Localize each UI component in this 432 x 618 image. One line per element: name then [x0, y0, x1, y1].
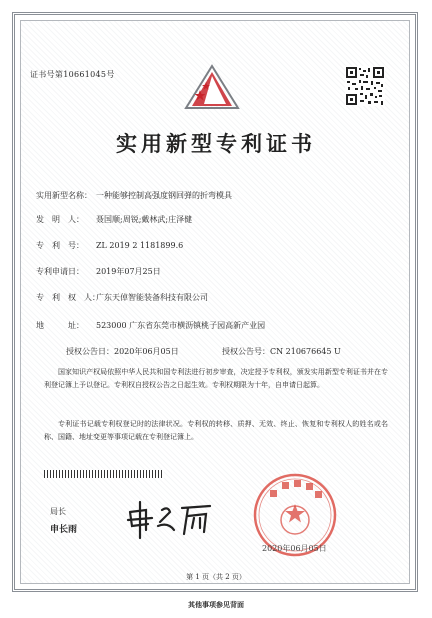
field-label: 专 利 号：: [36, 241, 84, 250]
field-utility-model-name: [36, 190, 232, 201]
field-value: 聂国顺;周锐;戴林武;庄泽健: [96, 215, 193, 224]
page-number: 第 1 页（共 2 页）: [186, 573, 246, 581]
field-label: 发 明 人：: [36, 215, 84, 224]
field-label: 专 利 权 人：: [36, 293, 100, 302]
field-label: 地 址：: [36, 321, 84, 330]
footer-note: 其他事项参见背面: [188, 600, 244, 609]
field-value: 2019年07月25日: [96, 267, 161, 276]
field-value: 523000 广东省东莞市横沥镇桃子园高新产业园: [96, 321, 266, 330]
body-paragraph-2: 专利证书记载专利权登记时的法律状况。专利权的转移、质押、无效、终止、恢复和专利权人的姓名或名称、国籍、地址变更等事项记载在专利登记簿上。: [44, 420, 388, 441]
certificate-title: 实用新型专利证书: [116, 131, 316, 156]
field-application-date: [36, 266, 161, 277]
certificate-number: 证书号第10661045号: [30, 70, 115, 79]
official-title: 局长: [50, 507, 66, 516]
qr-code-icon[interactable]: [345, 66, 385, 106]
grant-announcement-number: 授权公告号：CN 210676645 U: [222, 347, 341, 356]
field-label: 实用新型名称：: [36, 191, 92, 200]
field-inventors: [36, 214, 192, 225]
field-patent-number: [36, 240, 183, 251]
field-address: [36, 320, 265, 331]
field-value: ZL 2019 2 1181899.6: [96, 241, 184, 250]
field-label: 专利申请日：: [36, 267, 84, 276]
cnipa-logo-icon: [182, 62, 242, 112]
field-value: 广东天倬智能装备科技有限公司: [96, 293, 208, 302]
barcode-strip: [44, 470, 164, 478]
field-patentee: [36, 292, 208, 303]
body-paragraph-1: 国家知识产权局依照中华人民共和国专利法进行初步审查，决定授予专利权，颁发实用新型专利证书并在专利登记簿上予以登记。专利权自授权公告之日起生效。专利权期限为十年，自申请日起算。: [44, 368, 388, 389]
grant-date: 授权公告日：2020年06月05日: [66, 347, 179, 356]
field-value: 一种能够控制高强度钢回弹的折弯模具: [96, 191, 232, 200]
director-signature-icon: [124, 496, 216, 540]
official-name: 申长雨: [50, 525, 78, 535]
seal-date: 2020年06月05日: [262, 544, 327, 553]
